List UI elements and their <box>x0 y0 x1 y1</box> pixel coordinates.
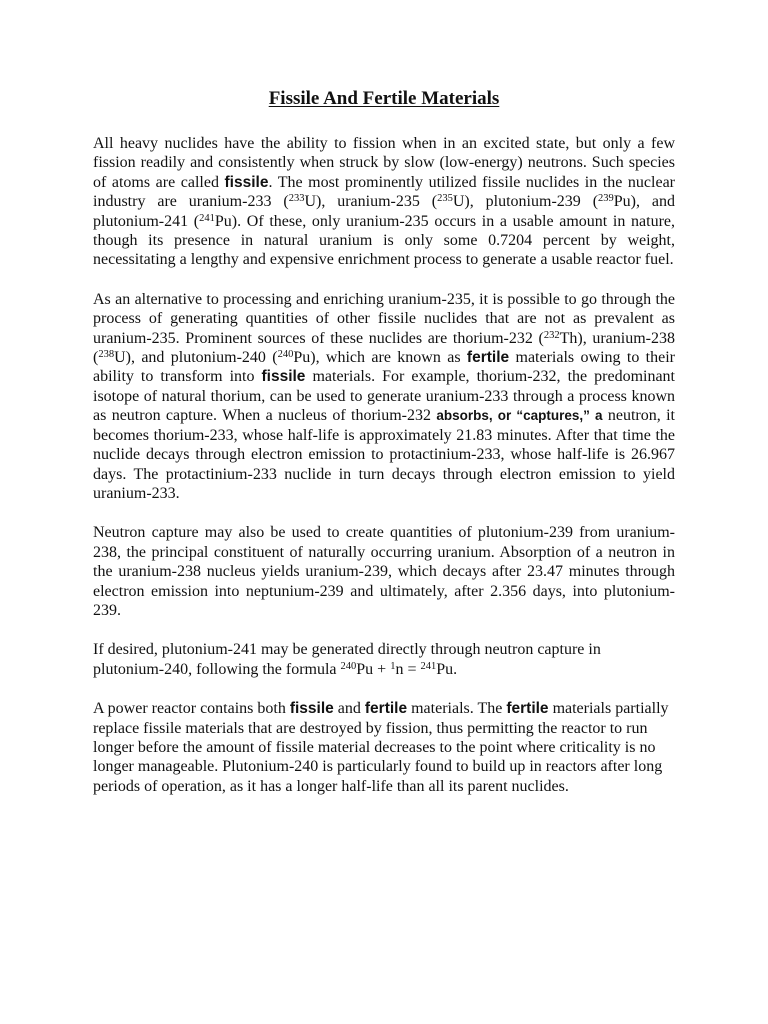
text-run: Pu), which are known as <box>293 349 467 367</box>
isotope-superscript: 232 <box>543 329 560 341</box>
text-run: n = <box>395 660 421 678</box>
text-run: and <box>333 700 365 718</box>
keyword-fertile: fertile <box>466 349 510 367</box>
text-run: materials. The <box>407 700 507 718</box>
keyword-fissile: fissile <box>224 173 269 191</box>
isotope-superscript: 240 <box>340 660 357 672</box>
paragraph-plutonium-241-formula <box>93 640 675 679</box>
keyword-captures: absorbs, or “captures,” a <box>436 408 603 424</box>
text-run: neutron, it becomes thorium-233, whose half-life is approximately 21.83 minutes. After that time the nuclide decays through electron emission to protactinium-233, whose half-life is 26.967 days. The protactinium-233 nuclide in turn decays through electron emission to yield uranium-233. <box>93 407 675 502</box>
text-run: materials. For example, thorium-232, the predominant isotope of natural thorium, can be used to generate uranium-233 through a process known as neutron capture. When a nucleus of thorium-232 <box>93 368 675 425</box>
text-run: Pu), and plutonium-241 ( <box>93 193 676 230</box>
keyword-fissile: fissile <box>261 368 306 386</box>
isotope-superscript: 235 <box>437 193 453 205</box>
text-run: . The most prominently utilized fissile nuclides in the nuclear industry are uranium-233 ( <box>93 173 675 211</box>
text-run: Pu). Of these, only uranium-235 occurs in a usable amount in nature, though its presence in natural uranium is only some 0.7204 percent by weight, necessitating a lengthy and expensive enrichment process to generate a usable reactor fuel. <box>93 212 676 269</box>
text-run: materials owing to their ability to transform into <box>93 349 676 386</box>
text-run: All heavy nuclides have the ability to fission when in an excited state, but only a few fission readily and consistently when struck by slow (low-energy) neutrons. Such species of atoms are called <box>93 135 675 191</box>
isotope-superscript: 241 <box>420 660 437 672</box>
document-page <box>93 88 675 816</box>
text-run: If desired, plutonium-241 may be generated directly through neutron capture in plutonium-240, following the formula <box>93 641 601 678</box>
text-run: As an alternative to processing and enriching uranium-235, it is possible to go through the process of generating quantities of other fissile nuclides that are not as prevalent as uranium-235. Prominent sources of these nuclides are thorium-232 ( <box>93 290 675 347</box>
text-run: A power reactor contains both <box>93 700 290 718</box>
keyword-fissile: fissile <box>289 700 334 718</box>
isotope-superscript: 233 <box>288 193 305 205</box>
text-run: Pu. <box>436 660 458 678</box>
keyword-fertile: fertile <box>506 700 549 718</box>
isotope-superscript: 1 <box>390 660 396 672</box>
text-run: Pu + <box>356 660 391 678</box>
paragraph-neutron-capture: Neutron capture may also be used to create quantities of plutonium-239 from uranium-238, the principal constituent of naturally occurring uranium. Absorption of a neutron in the uranium-238 nucleus yields uranium-239, which decays after 23.47 minutes through electron emission into neptunium-239 and ultimately, after 2.356 days, into plutonium-239. <box>93 524 675 619</box>
paragraph-fissile-intro <box>93 134 675 270</box>
keyword-fertile: fertile <box>364 700 408 718</box>
isotope-superscript: 240 <box>277 349 294 361</box>
isotope-superscript: 238 <box>98 349 115 361</box>
text-run: materials partially replace fissile materials that are destroyed by fission, thus permitting the reactor to run longer before the amount of fissile material decreases to the point where criticality is no longer manageable. Plutonium-240 is particularly found to build up in reactors after long periods of operation, as it has a longer half-life than all its parent nuclides. <box>93 700 669 795</box>
page-title: Fissile And Fertile Materials <box>268 88 500 109</box>
isotope-superscript: 241 <box>199 212 215 224</box>
paragraph-power-reactor <box>93 699 675 796</box>
text-run: U), uranium-235 ( <box>304 193 438 211</box>
text-run: U), and plutonium-240 ( <box>114 349 278 367</box>
paragraph-fertile-materials <box>93 290 675 503</box>
text-run: Th), uranium-238 ( <box>93 329 676 367</box>
isotope-superscript: 239 <box>598 193 614 205</box>
text-run: U), plutonium-239 ( <box>452 193 599 211</box>
